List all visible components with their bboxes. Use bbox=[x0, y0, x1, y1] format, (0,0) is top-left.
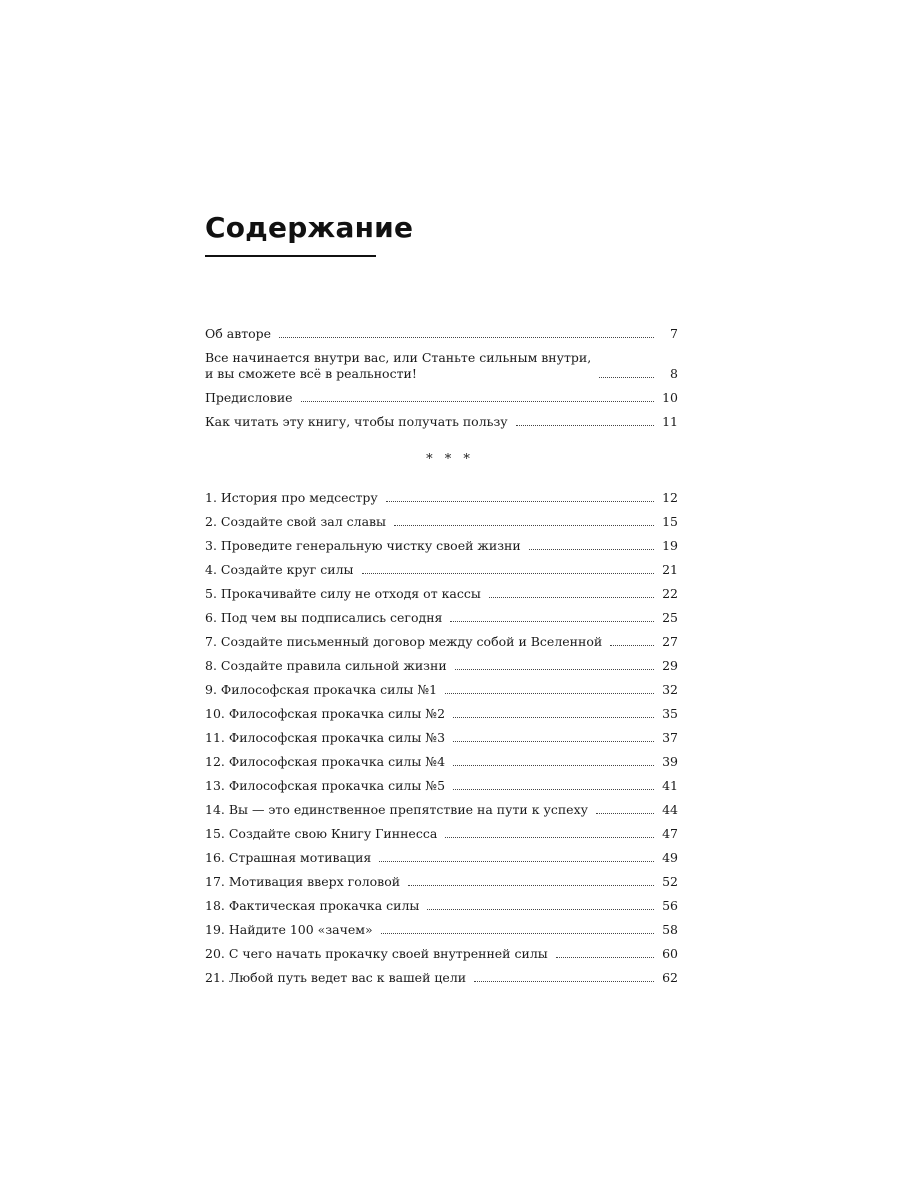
toc-entry[interactable] bbox=[205, 722, 678, 746]
section-separator: * * * bbox=[426, 452, 474, 467]
toc-entry-page: 7 bbox=[670, 326, 678, 341]
toc-entry-title: 3. Проведите генеральную чистку своей жизни bbox=[205, 538, 521, 553]
toc-entry[interactable] bbox=[205, 530, 678, 554]
toc-entry[interactable] bbox=[205, 866, 678, 890]
toc-entry[interactable] bbox=[205, 890, 678, 914]
toc-entry[interactable] bbox=[205, 914, 678, 938]
toc-entry-page: 27 bbox=[662, 634, 678, 649]
toc-entry[interactable] bbox=[205, 578, 678, 602]
toc-entry-title: Предисловие bbox=[205, 390, 293, 405]
toc-entry-title: 14. Вы — это единственное препятствие на пути к успеху bbox=[205, 802, 588, 817]
dot-leader bbox=[386, 501, 654, 502]
dot-leader bbox=[301, 401, 654, 402]
toc-entry[interactable] bbox=[205, 938, 678, 962]
dot-leader bbox=[381, 933, 654, 934]
toc-entry-title bbox=[205, 350, 591, 382]
toc-entry-title: 21. Любой путь ведет вас к вашей цели bbox=[205, 970, 467, 985]
toc-entry-page: 37 bbox=[662, 730, 678, 745]
toc-entry-page: 56 bbox=[662, 898, 678, 913]
toc-entry[interactable] bbox=[205, 626, 678, 650]
toc-entry-page: 47 bbox=[662, 826, 678, 841]
toc-entry-page: 11 bbox=[662, 414, 678, 429]
toc-entry-page: 35 bbox=[662, 706, 678, 721]
toc-entry-page: 25 bbox=[662, 610, 678, 625]
toc-entry-page: 62 bbox=[662, 970, 678, 985]
dot-leader bbox=[408, 885, 654, 886]
toc-entry-page: 22 bbox=[662, 586, 678, 601]
toc-entry-page: 32 bbox=[662, 682, 678, 697]
dot-leader bbox=[474, 981, 654, 982]
toc-entry[interactable] bbox=[205, 962, 678, 986]
toc-entry-title: 5. Прокачивайте силу не отходя от кассы bbox=[205, 586, 481, 601]
toc-entry-title: 1. История про медсестру bbox=[205, 490, 378, 505]
toc-entry-page: 58 bbox=[662, 922, 678, 937]
toc-entry[interactable] bbox=[205, 382, 678, 406]
toc-entry-title: 12. Философская прокачка силы №4 bbox=[205, 754, 446, 769]
toc-entry-title: 7. Создайте письменный договор между собой и Вселенной bbox=[205, 634, 603, 649]
toc-entry[interactable] bbox=[205, 406, 678, 430]
toc-entry-title-line1: Все начинается внутри вас, или Станьте сильным внутри, bbox=[205, 350, 592, 365]
dot-leader bbox=[610, 645, 654, 646]
toc-entry-page: 44 bbox=[662, 802, 678, 817]
toc-chapters bbox=[205, 482, 678, 986]
toc-entry[interactable] bbox=[205, 554, 678, 578]
dot-leader bbox=[279, 337, 654, 338]
dot-leader bbox=[362, 573, 655, 574]
toc-entry-page: 21 bbox=[662, 562, 678, 577]
toc-entry-title: 9. Философская прокачка силы №1 bbox=[205, 682, 438, 697]
dot-leader bbox=[379, 861, 654, 862]
toc-entry[interactable] bbox=[205, 482, 678, 506]
dot-leader bbox=[453, 789, 654, 790]
toc-entry-title: 10. Философская прокачка силы №2 bbox=[205, 706, 446, 721]
toc-entry-title: 15. Создайте свою Книгу Гиннесса bbox=[205, 826, 438, 841]
toc-entry[interactable] bbox=[205, 602, 678, 626]
toc-entry-title: 6. Под чем вы подписались сегодня bbox=[205, 610, 443, 625]
dot-leader bbox=[455, 669, 654, 670]
dot-leader bbox=[529, 549, 654, 550]
title-underline bbox=[205, 255, 376, 257]
dot-leader bbox=[599, 377, 654, 378]
toc-entry-page: 52 bbox=[662, 874, 678, 889]
toc-entry-title-line2: и вы сможете всё в реальности! bbox=[205, 366, 417, 381]
toc-entry[interactable] bbox=[205, 318, 678, 342]
toc-entry-title: 16. Страшная мотивация bbox=[205, 850, 372, 865]
dot-leader bbox=[596, 813, 654, 814]
dot-leader bbox=[445, 693, 654, 694]
toc-entry[interactable] bbox=[205, 842, 678, 866]
toc-front-matter bbox=[205, 318, 678, 430]
dot-leader bbox=[516, 425, 654, 426]
toc-entry-page: 49 bbox=[662, 850, 678, 865]
toc-entry-title: 18. Фактическая прокачка силы bbox=[205, 898, 420, 913]
toc-entry-page: 41 bbox=[662, 778, 678, 793]
dot-leader bbox=[445, 837, 654, 838]
toc-entry-title: 8. Создайте правила сильной жизни bbox=[205, 658, 447, 673]
toc-entry[interactable] bbox=[205, 674, 678, 698]
toc-entry-title: 20. С чего начать прокачку своей внутренней силы bbox=[205, 946, 548, 961]
toc-entry[interactable] bbox=[205, 770, 678, 794]
toc-entry-title: Об авторе bbox=[205, 326, 272, 341]
toc-entry-title: 4. Создайте круг силы bbox=[205, 562, 354, 577]
toc-entry-title: 11. Философская прокачка силы №3 bbox=[205, 730, 446, 745]
toc-entry[interactable] bbox=[205, 746, 678, 770]
toc-entry-title: 19. Найдите 100 «зачем» bbox=[205, 922, 373, 937]
toc-entry[interactable] bbox=[205, 698, 678, 722]
toc-entry-page: 10 bbox=[662, 390, 678, 405]
dot-leader bbox=[453, 765, 654, 766]
toc-entry-page: 39 bbox=[662, 754, 678, 769]
page-title: Содержание bbox=[205, 211, 414, 244]
toc-entry-title: 2. Создайте свой зал славы bbox=[205, 514, 387, 529]
toc-entry-page: 15 bbox=[662, 514, 678, 529]
toc-entry[interactable] bbox=[205, 650, 678, 674]
dot-leader bbox=[556, 957, 654, 958]
toc-entry-page: 19 bbox=[662, 538, 678, 553]
dot-leader bbox=[453, 741, 654, 742]
dot-leader bbox=[427, 909, 654, 910]
toc-entry-page: 12 bbox=[662, 490, 678, 505]
dot-leader bbox=[450, 621, 654, 622]
toc-entry-page: 29 bbox=[662, 658, 678, 673]
toc-entry[interactable] bbox=[205, 506, 678, 530]
toc-entry[interactable] bbox=[205, 794, 678, 818]
toc-entry-title: Как читать эту книгу, чтобы получать пользу bbox=[205, 414, 508, 429]
toc-entry[interactable] bbox=[205, 342, 678, 382]
dot-leader bbox=[489, 597, 654, 598]
dot-leader bbox=[453, 717, 654, 718]
toc-entry-title: 17. Мотивация вверх головой bbox=[205, 874, 401, 889]
toc-entry[interactable] bbox=[205, 818, 678, 842]
toc-entry-page: 8 bbox=[670, 366, 678, 381]
toc-entry-title: 13. Философская прокачка силы №5 bbox=[205, 778, 446, 793]
dot-leader bbox=[394, 525, 654, 526]
toc-entry-page: 60 bbox=[662, 946, 678, 961]
